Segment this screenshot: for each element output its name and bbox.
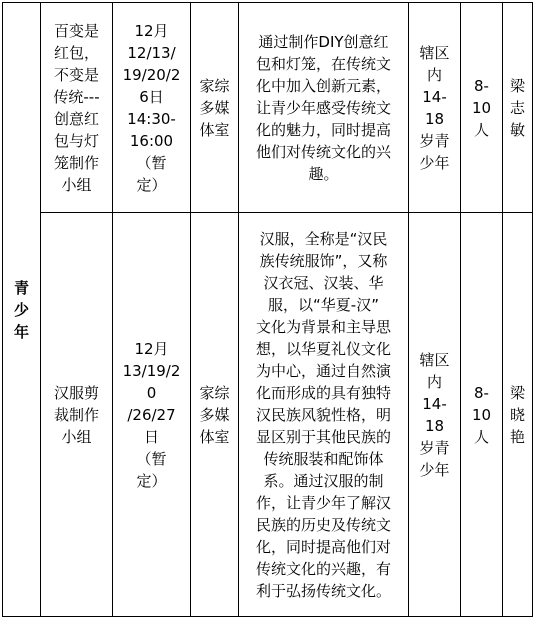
description-cell [239,3,409,213]
description-line: 通过制作DIY创意红 [258,32,389,51]
target-line: 18 [424,416,445,435]
group-name-line: 裁制作 [53,405,99,424]
participant-count-cell [461,3,503,213]
count-line: 10 [471,405,492,424]
target-line: 内 [426,65,442,84]
count-line: 8- [474,383,489,402]
time-line: （暂 [136,449,167,468]
time-line: 定） [136,175,167,194]
group-name-line: 汉服剪 [53,383,99,402]
description-line: 民族的历史及传统文 [255,515,391,534]
venue-line: 家综 [199,76,230,95]
count-line: 8- [474,76,489,95]
time-line: 定） [136,471,167,490]
description-line: 趣。 [308,164,339,183]
staff-cell [503,213,533,617]
activity-schedule-table [2,2,533,617]
staff-line: 梁晓 [509,383,525,424]
time-line: /26/27 [127,405,176,424]
target-line: 少年 [419,153,450,172]
group-name-line: 创意红 [53,109,99,128]
description-line: 汉衣冠、汉装、华 [263,273,384,292]
group-name-line: 传统--- [53,87,100,106]
staff-cell [503,3,533,213]
venue-line: 多媒 [199,405,230,424]
description-line: 想，以华夏礼仪文化 [255,339,391,358]
staff-line: 艳 [509,427,525,446]
time-line: 0 [146,383,157,402]
category-line: 年 [13,322,29,341]
category-line: 青 [13,278,29,297]
description-line: 包和灯笼，在传统文 [255,54,391,73]
description-line: 利于弘扬传统文化。 [255,581,391,600]
time-line: 6日 [139,87,164,106]
description-line: 文化为背景和主导思 [255,317,391,336]
venue-line: 家综 [199,383,230,402]
group-name-line: 包与灯 [53,131,99,150]
venue-line: 体室 [199,120,230,139]
participant-count-cell [461,213,503,617]
description-line: 族传统服饰”，又称 [259,251,388,270]
target-line: 18 [424,109,445,128]
target-line: 辖区 [419,43,450,62]
table-row [3,213,533,617]
target-line: 14- [422,394,447,413]
group-name-cell [41,213,113,617]
description-line: 化，同时提高他们对 [255,537,391,556]
target-line: 岁青 [419,131,450,150]
category-line: 少 [13,300,29,319]
group-name-line: 红包， [53,43,99,62]
time-line: 12/13/ [127,43,176,62]
description-line: 化中加入创新元素， [255,76,391,95]
description-line: 化而形成的具有独特 [255,383,391,402]
group-name-line: 不变是 [53,65,99,84]
group-name-line: 百变是 [53,21,99,40]
count-line: 人 [473,120,489,139]
target-line: 内 [426,372,442,391]
description-line: 为中心，通过自然演 [255,361,391,380]
description-line: 汉民族风貌性格，明 [255,405,391,424]
staff-line: 梁志 [509,76,525,117]
group-name-line: 小组 [61,175,92,194]
time-line: 12月 [134,21,169,40]
venue-cell [191,3,239,213]
category-cell [3,3,41,617]
description-line: 让青少年感受传统文 [255,98,391,117]
time-line: 日 [143,427,159,446]
venue-line: 多媒 [199,98,230,117]
description-line: 汉服，全称是“汉民 [259,229,388,248]
target-audience-cell [409,213,461,617]
description-line: 传统服装和配饰体 [263,449,384,468]
time-cell [113,213,191,617]
description-cell [239,213,409,617]
venue-cell [191,213,239,617]
target-line: 岁青 [419,438,450,457]
group-name-line: 小组 [61,427,92,446]
venue-line: 体室 [199,427,230,446]
group-name-line: 笼制作 [53,153,99,172]
description-line: 服，以“华夏-汉” [268,295,379,314]
description-line: 作，让青少年了解汉 [255,493,391,512]
time-line: 19/20/2 [122,65,181,84]
target-line: 辖区 [419,350,450,369]
time-line: 14:30- [127,109,176,128]
time-cell [113,3,191,213]
table-row [3,3,533,213]
time-line: （暂 [136,153,167,172]
time-line: 13/19/2 [122,361,181,380]
description-line: 显区别于其他民族的 [255,427,391,446]
target-audience-cell [409,3,461,213]
target-line: 14- [422,87,447,106]
time-line: 16:00 [129,131,174,150]
description-line: 传统文化的兴趣，有 [255,559,391,578]
count-line: 10 [471,98,492,117]
time-line: 12月 [134,339,169,358]
description-line: 他们对传统文化的兴 [255,142,391,161]
description-line: 系。通过汉服的制 [263,471,384,490]
group-name-cell [41,3,113,213]
staff-line: 敏 [509,120,525,139]
count-line: 人 [473,427,489,446]
target-line: 少年 [419,460,450,479]
description-line: 化的魅力，同时提高 [255,120,391,139]
